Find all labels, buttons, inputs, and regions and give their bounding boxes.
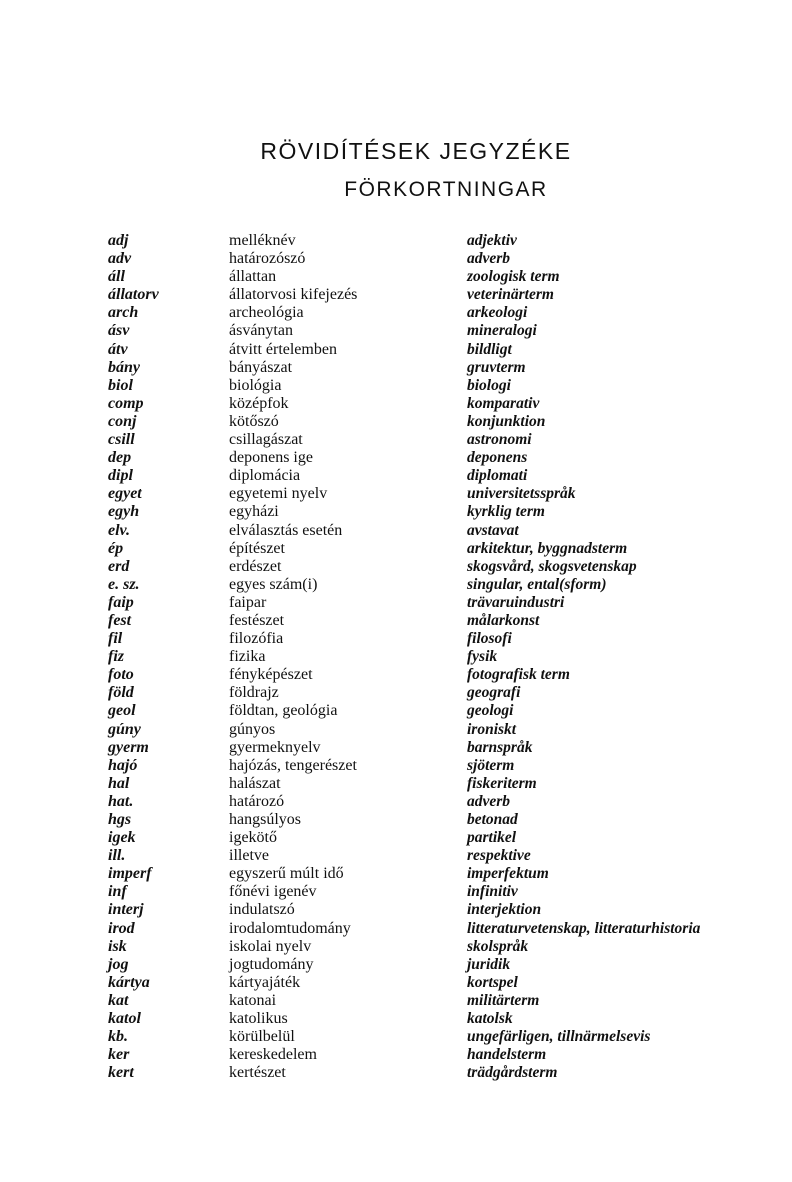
hungarian-meaning: kereskedelem xyxy=(229,1046,317,1064)
list-item xyxy=(108,1046,778,1064)
list-item xyxy=(108,522,778,540)
hungarian-meaning: irodalomtudomány xyxy=(229,919,351,937)
swedish-meaning: bildligt xyxy=(467,340,512,358)
list-item xyxy=(108,576,778,594)
list-item xyxy=(108,594,778,612)
hungarian-meaning: határozószó xyxy=(229,250,306,268)
hungarian-meaning: festészet xyxy=(229,611,285,629)
swedish-meaning: infinitiv xyxy=(467,883,518,901)
abbreviation: áll xyxy=(108,268,125,286)
hungarian-meaning: fizika xyxy=(229,648,266,666)
list-item xyxy=(108,901,778,919)
abbreviation: átv xyxy=(108,340,128,358)
swedish-meaning: katolsk xyxy=(467,1010,513,1028)
swedish-meaning: skogsvård, skogsvetenskap xyxy=(467,557,637,575)
hungarian-meaning: melléknév xyxy=(229,232,296,249)
hungarian-meaning: ásványtan xyxy=(229,322,293,340)
hungarian-meaning: átvitt értelemben xyxy=(229,340,337,358)
abbreviation: fiz xyxy=(108,648,124,666)
list-item xyxy=(108,304,778,322)
abbreviation: isk xyxy=(108,937,127,955)
swedish-meaning: skolspråk xyxy=(467,937,529,955)
abbreviation: csill xyxy=(108,431,135,449)
swedish-meaning: barnspråk xyxy=(467,738,533,756)
swedish-meaning: juridik xyxy=(467,955,511,973)
swedish-meaning: konjunktion xyxy=(467,412,546,430)
list-item xyxy=(108,268,778,286)
list-item xyxy=(108,467,778,485)
list-item xyxy=(108,721,778,739)
swedish-meaning: ungefärligen, tillnärmelsevis xyxy=(467,1028,651,1046)
swedish-meaning: sjöterm xyxy=(467,756,515,774)
list-item xyxy=(108,1064,778,1082)
abbreviation: interj xyxy=(108,901,144,919)
abbreviation: hat. xyxy=(108,792,134,810)
list-item xyxy=(108,503,778,521)
abbreviation: katol xyxy=(108,1010,141,1028)
hungarian-meaning: földrajz xyxy=(229,684,279,702)
hungarian-meaning: építészet xyxy=(229,539,285,557)
abbreviation: foto xyxy=(108,666,134,684)
hungarian-meaning: egyetemi nyelv xyxy=(229,485,328,503)
list-item xyxy=(108,286,778,304)
swedish-meaning: trädgårdsterm xyxy=(467,1064,558,1082)
list-item xyxy=(108,938,778,956)
list-item xyxy=(108,232,778,250)
list-item xyxy=(108,847,778,865)
list-item xyxy=(108,540,778,558)
hungarian-meaning: kötőszó xyxy=(229,412,279,430)
swedish-meaning: militärterm xyxy=(467,991,540,1009)
abbreviation: bány xyxy=(108,358,140,376)
hungarian-meaning: hangsúlyos xyxy=(229,811,301,828)
hungarian-meaning: jogtudomány xyxy=(229,955,314,973)
list-item xyxy=(108,485,778,503)
swedish-meaning: veterinärterm xyxy=(467,286,554,304)
abbreviation: kb. xyxy=(108,1028,128,1046)
swedish-meaning: fysik xyxy=(467,648,498,666)
abbreviation: fest xyxy=(108,611,132,629)
list-item xyxy=(108,377,778,395)
abbreviation: gyerm xyxy=(108,738,149,756)
abbreviation: erd xyxy=(108,557,130,575)
abbreviation: e. sz. xyxy=(108,575,140,593)
list-item xyxy=(108,1028,778,1046)
abbreviation: ker xyxy=(108,1046,130,1064)
hungarian-meaning: deponens ige xyxy=(229,449,313,467)
list-item xyxy=(108,630,778,648)
swedish-meaning: respektive xyxy=(467,847,531,865)
swedish-meaning: biologi xyxy=(467,376,511,394)
list-item xyxy=(108,341,778,359)
hungarian-meaning: faipar xyxy=(229,593,267,611)
list-item xyxy=(108,648,778,666)
hungarian-meaning: állattan xyxy=(229,268,277,286)
abbreviation: conj xyxy=(108,412,137,430)
hungarian-meaning: iskolai nyelv xyxy=(229,937,312,955)
list-item xyxy=(108,702,778,720)
hungarian-meaning: katolikus xyxy=(229,1010,288,1028)
list-item xyxy=(108,956,778,974)
hungarian-meaning: középfok xyxy=(229,394,289,412)
swedish-meaning: deponens xyxy=(467,449,528,467)
list-item xyxy=(108,666,778,684)
swedish-meaning: geografi xyxy=(467,684,521,702)
hungarian-meaning: főnévi igenév xyxy=(229,883,317,901)
abbreviation: hal xyxy=(108,774,130,792)
hungarian-meaning: filozófia xyxy=(229,630,284,648)
hungarian-meaning: archeológia xyxy=(229,304,304,322)
hungarian-meaning: kertészet xyxy=(229,1064,286,1082)
swedish-meaning: betonad xyxy=(467,811,518,828)
hungarian-meaning: határozó xyxy=(229,792,285,810)
abbreviation: ásv xyxy=(108,322,130,340)
hungarian-meaning: elválasztás esetén xyxy=(229,521,343,539)
swedish-meaning: universitetsspråk xyxy=(467,485,576,503)
swedish-meaning: fotografisk term xyxy=(467,666,570,684)
abbreviation: föld xyxy=(108,684,134,702)
abbreviation: ép xyxy=(108,539,124,557)
hungarian-meaning: bányászat xyxy=(229,358,293,376)
abbreviation: egyh xyxy=(108,503,140,521)
hungarian-meaning: igekötő xyxy=(229,829,277,847)
list-item xyxy=(108,811,778,829)
list-item xyxy=(108,974,778,992)
swedish-meaning: litteraturvetenskap, litteraturhistoria xyxy=(467,919,701,937)
abbreviation: dep xyxy=(108,449,132,467)
list-item xyxy=(108,322,778,340)
swedish-meaning: interjektion xyxy=(467,901,542,919)
abbreviation: elv. xyxy=(108,521,131,539)
list-item xyxy=(108,865,778,883)
swedish-meaning: handelsterm xyxy=(467,1046,547,1064)
list-item xyxy=(108,739,778,757)
abbreviation: biol xyxy=(108,376,133,394)
abbreviation: kert xyxy=(108,1064,134,1082)
swedish-meaning: trävaruindustri xyxy=(467,593,565,611)
swedish-meaning: kyrklig term xyxy=(467,503,545,521)
list-item xyxy=(108,793,778,811)
abbreviation-list xyxy=(108,232,778,1082)
hungarian-meaning: állatorvosi kifejezés xyxy=(229,286,358,304)
swedish-meaning: astronomi xyxy=(467,431,532,449)
hungarian-meaning: körülbelül xyxy=(229,1028,295,1046)
hungarian-meaning: diplomácia xyxy=(229,467,301,485)
hungarian-meaning: biológia xyxy=(229,376,282,394)
hungarian-meaning: indulatszó xyxy=(229,901,295,919)
list-item xyxy=(108,883,778,901)
abbreviation: igek xyxy=(108,829,136,847)
hungarian-meaning: erdészet xyxy=(229,557,282,575)
list-item xyxy=(108,992,778,1010)
hungarian-meaning: illetve xyxy=(229,847,269,865)
hungarian-meaning: katonai xyxy=(229,991,277,1009)
swedish-meaning: geologi xyxy=(467,702,514,720)
hungarian-meaning: kártyajáték xyxy=(229,973,301,991)
hungarian-meaning: fényképészet xyxy=(229,666,313,684)
list-item xyxy=(108,558,778,576)
hungarian-meaning: gyermeknyelv xyxy=(229,738,321,756)
swedish-meaning: singular, ental(sform) xyxy=(467,575,607,593)
list-item xyxy=(108,775,778,793)
abbreviation: faip xyxy=(108,593,134,611)
list-item xyxy=(108,449,778,467)
swedish-meaning: zoologisk term xyxy=(467,268,560,286)
swedish-meaning: imperfektum xyxy=(467,865,549,883)
abbreviation: egyet xyxy=(108,485,142,503)
list-item xyxy=(108,250,778,268)
swedish-meaning: partikel xyxy=(467,829,517,847)
list-item xyxy=(108,684,778,702)
swedish-meaning: filosofi xyxy=(467,630,512,648)
abbreviation: irod xyxy=(108,919,135,937)
abbreviation: kat xyxy=(108,991,129,1009)
list-item xyxy=(108,829,778,847)
page-title-hungarian: RÖVIDÍTÉSEK JEGYZÉKE xyxy=(260,138,572,164)
abbreviation: adv xyxy=(108,250,132,268)
abbreviation: hgs xyxy=(108,811,132,828)
page-title-swedish: FÖRKORTNINGAR xyxy=(344,178,548,201)
list-item xyxy=(108,413,778,431)
abbreviation: fil xyxy=(108,630,123,648)
abbreviation: hajó xyxy=(108,756,138,774)
abbreviation: kártya xyxy=(108,973,150,991)
swedish-meaning: avstavat xyxy=(467,521,519,539)
abbreviation: adj xyxy=(108,232,129,249)
abbreviation: gúny xyxy=(108,720,141,738)
abbreviation: geol xyxy=(108,702,136,720)
abbreviation: ill. xyxy=(108,847,126,865)
swedish-meaning: komparativ xyxy=(467,394,540,412)
hungarian-meaning: egyházi xyxy=(229,503,279,521)
hungarian-meaning: egyszerű múlt idő xyxy=(229,865,344,883)
swedish-meaning: målarkonst xyxy=(467,611,540,629)
list-item xyxy=(108,359,778,377)
list-item xyxy=(108,1010,778,1028)
hungarian-meaning: egyes szám(i) xyxy=(229,575,318,593)
swedish-meaning: diplomati xyxy=(467,467,528,485)
swedish-meaning: gruvterm xyxy=(467,358,526,376)
swedish-meaning: adverb xyxy=(467,792,511,810)
abbreviation: állatorv xyxy=(108,286,159,304)
list-item xyxy=(108,395,778,413)
swedish-meaning: ironiskt xyxy=(467,720,517,738)
list-item xyxy=(108,757,778,775)
list-item xyxy=(108,431,778,449)
swedish-meaning: adjektiv xyxy=(467,232,517,249)
abbreviation: imperf xyxy=(108,865,152,883)
swedish-meaning: mineralogi xyxy=(467,322,537,340)
swedish-meaning: adverb xyxy=(467,250,511,268)
swedish-meaning: arkeologi xyxy=(467,304,528,322)
abbreviation: jog xyxy=(108,955,129,973)
hungarian-meaning: halászat xyxy=(229,774,281,792)
abbreviation: dipl xyxy=(108,467,133,485)
swedish-meaning: arkitektur, byggnadsterm xyxy=(467,539,628,557)
hungarian-meaning: hajózás, tengerészet xyxy=(229,756,357,774)
swedish-meaning: fiskeriterm xyxy=(467,774,537,792)
abbreviation: inf xyxy=(108,883,127,901)
hungarian-meaning: gúnyos xyxy=(229,720,276,738)
hungarian-meaning: földtan, geológia xyxy=(229,702,338,720)
abbreviation: arch xyxy=(108,304,139,322)
list-item xyxy=(108,612,778,630)
swedish-meaning: kortspel xyxy=(467,973,518,991)
abbreviation: comp xyxy=(108,394,144,412)
hungarian-meaning: csillagászat xyxy=(229,431,303,449)
list-item xyxy=(108,920,778,938)
